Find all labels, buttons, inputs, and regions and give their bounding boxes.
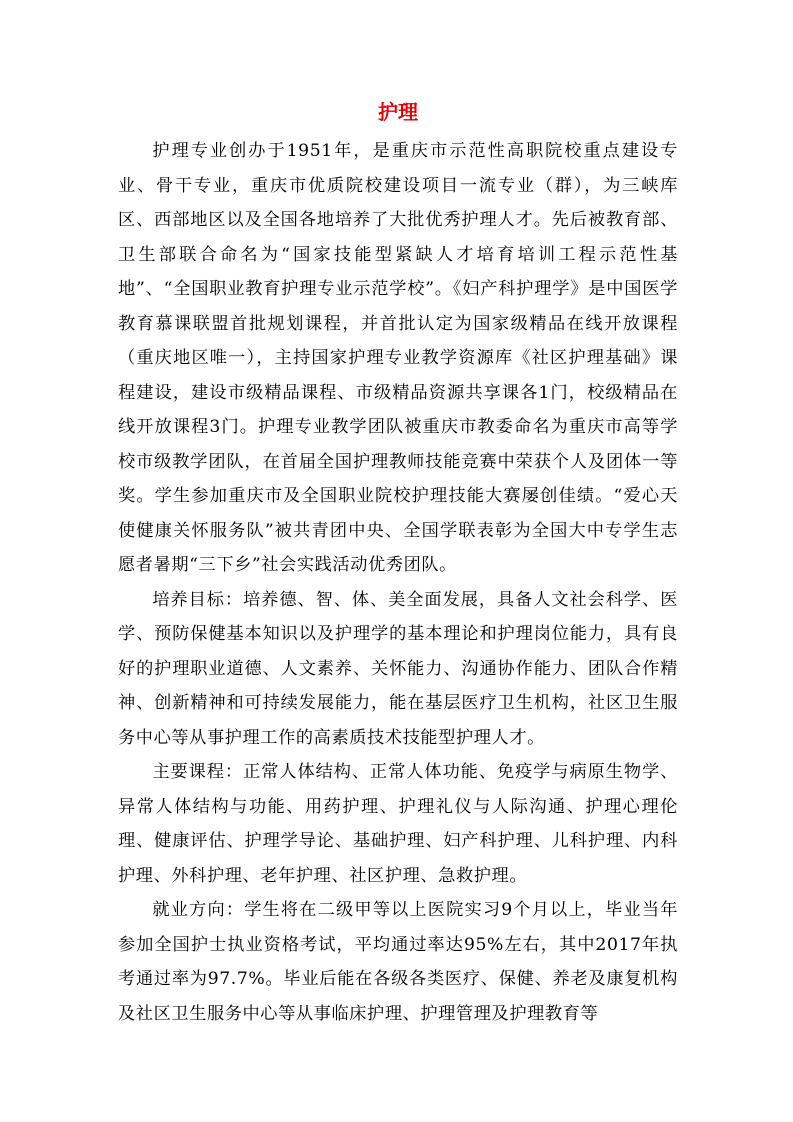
main-courses-paragraph: 主要课程：正常人体结构、正常人体功能、免疫学与病原生物学、异常人体结构与功能、用药护理、护理礼仪与人际沟通、护理心理伦理、健康评估、护理学导论、基础护理、妇产科护理、儿科护理、内科护理、外科护理、老年护理、社区护理、急救护理。 — [118, 762, 678, 886]
training-goal-paragraph: 培养目标：培养德、智、体、美全面发展，具备人文社会科学、医学、预防保健基本知识以及护理学的基本理论和护理岗位能力，具有良好的护理职业道德、人文素养、关怀能力、沟通协作能力、团队合作精神、创新精神和可持续发展能力，能在基层医疗卫生机构，社区卫生服务中心等从事护理工作的高素质技术技能型护理人才。 — [118, 589, 678, 748]
page-title: 护理 — [378, 100, 418, 124]
intro-paragraph: 护理专业创办于1951年，是重庆市示范性高职院校重点建设专业、骨干专业，重庆市优质院校建设项目一流专业（群），为三峡库区、西部地区以及全国各地培养了大批优秀护理人才。先后被教育部、卫生部联合命名为“国家技能型紧缺人才培育培训工程示范性基地”、“全国职业教育护理专业示范学校”。《妇产科护理学》是中国医学教育慕课联盟首批规划课程，并首批认定为国家级精品在线开放课程（重庆地区唯一），主持国家护理专业教学资源库《社区护理基础》课程建设，建设市级精品课程、市级精品资源共享课各1门，校级精品在线开放课程3门。护理专业教学团队被重庆市教委命名为重庆市高等学校市级教学团队，在首届全国护理教师技能竞赛中荣获个人及团体一等奖。学生参加重庆市及全国职业院校护理技能大赛屡创佳绩。“爱心天使健康关怀服务队”被共青团中央、全国学联表彰为全国大中专学生志愿者暑期“三下乡”社会实践活动优秀团队。 — [118, 141, 678, 575]
employment-paragraph: 就业方向：学生将在二级甲等以上医院实习9个月以上，毕业当年参加全国护士执业资格考试，平均通过率达95%左右，其中2017年执考通过率为97.7%。毕业后能在各级各类医疗、保健、养老及康复机构及社区卫生服务中心等从事临床护理、护理管理及护理教育等 — [118, 900, 678, 1024]
document-page — [118, 96, 678, 1031]
